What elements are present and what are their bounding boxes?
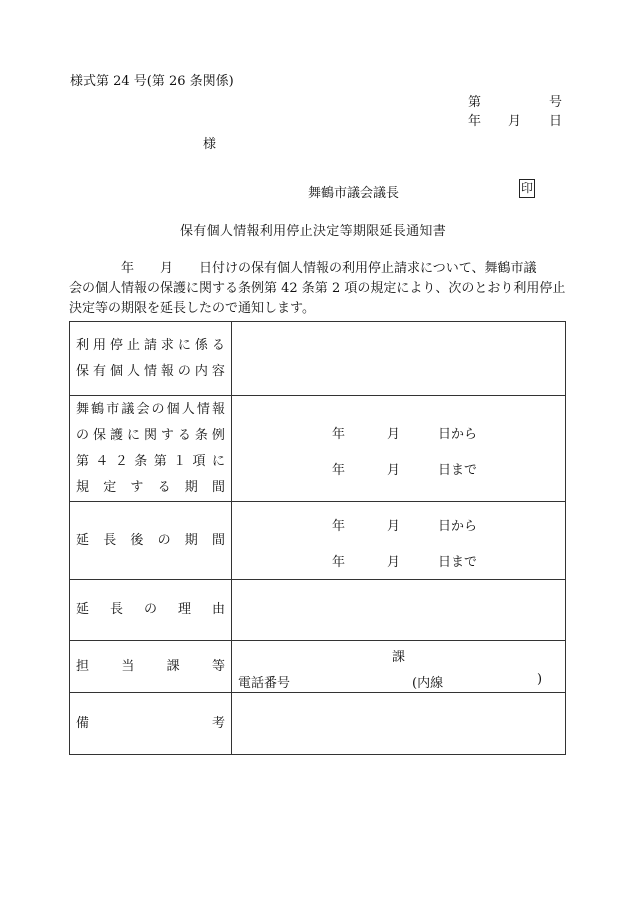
table-row <box>70 396 566 502</box>
label-char: 条 <box>194 427 208 443</box>
label-char: の <box>151 401 165 417</box>
label-char: 停 <box>109 337 123 353</box>
body-line: 会の個人情報の保護に関する条例第 42 条第 2 項の規定により、次のとおり利用停止 <box>69 281 566 296</box>
month-label: 月 <box>387 462 401 478</box>
label-char: 保 <box>92 427 106 443</box>
reason-value-cell[interactable] <box>232 580 566 641</box>
label-char: る <box>177 427 191 443</box>
extension-close: ) <box>537 671 543 687</box>
label-char: に <box>126 427 140 443</box>
label-char: の <box>143 602 157 617</box>
label-char: す <box>130 479 144 495</box>
month-label: 月 <box>387 426 401 442</box>
label-line <box>76 711 225 737</box>
label-char: 容 <box>211 363 225 379</box>
label-char: 後 <box>130 532 144 548</box>
day-to-label: 日まで <box>438 554 478 570</box>
label-char: 利 <box>76 337 90 353</box>
period-to-row <box>232 541 565 577</box>
label-char: す <box>160 427 174 443</box>
label-char: 保 <box>76 363 90 379</box>
body-paragraph <box>69 259 567 319</box>
label-char: 求 <box>160 337 174 353</box>
label-char: 報 <box>211 401 225 417</box>
extended-period-cell[interactable] <box>232 502 566 580</box>
year-label: 年 <box>332 518 346 534</box>
body-line: 年 月 日付けの保有個人情報の利用停止請求について、舞鶴市議 <box>69 261 537 276</box>
document-number-prefix: 第 <box>468 95 482 110</box>
label-char: 個 <box>109 363 123 379</box>
label-line <box>76 333 225 359</box>
seal-mark: 印 <box>519 179 535 198</box>
label-char: 由 <box>211 602 225 617</box>
table-row <box>70 502 566 580</box>
label-char: １ <box>173 453 187 469</box>
day-from-label: 日から <box>438 426 478 442</box>
year-label: 年 <box>332 426 346 442</box>
extended-period-label-cell <box>70 502 232 580</box>
label-line <box>76 397 225 423</box>
label-char: 情 <box>143 363 157 379</box>
month-label: 月 <box>387 518 401 534</box>
label-char: 情 <box>196 401 210 417</box>
label-line <box>76 654 225 680</box>
label-char: 報 <box>160 363 174 379</box>
remarks-label-cell <box>70 693 232 755</box>
date-month-label: 月 <box>508 114 522 129</box>
date-day-label: 日 <box>549 114 563 129</box>
label-char: 有 <box>92 363 106 379</box>
label-char: 護 <box>109 427 123 443</box>
label-char: ４ <box>95 453 109 469</box>
label-char: る <box>211 337 225 353</box>
department-label-cell <box>70 641 232 693</box>
ordinance-period-cell[interactable] <box>232 396 566 502</box>
label-char: 間 <box>211 479 225 495</box>
extension-table <box>69 321 566 755</box>
reason-label-cell <box>70 580 232 641</box>
label-char: 期 <box>184 532 198 548</box>
document-title: 保有個人情報利用停止決定等期限延長通知書 <box>180 224 447 239</box>
extension-open: (内線 <box>412 675 444 691</box>
content-label-cell <box>70 322 232 396</box>
month-label: 月 <box>387 554 401 570</box>
label-char: 長 <box>109 602 123 617</box>
label-char: 市 <box>106 401 120 417</box>
table-row <box>70 580 566 641</box>
label-char: 人 <box>126 363 140 379</box>
label-char: 規 <box>76 479 90 495</box>
label-char: の <box>76 427 90 443</box>
period-to-row <box>232 449 565 485</box>
label-line <box>76 597 225 623</box>
document-number-suffix: 号 <box>549 95 563 110</box>
label-char: 用 <box>92 337 106 353</box>
label-char: 間 <box>211 532 225 548</box>
label-char: 内 <box>194 363 208 379</box>
label-char: 理 <box>177 602 191 617</box>
label-char: 個 <box>166 401 180 417</box>
label-char: 関 <box>143 427 157 443</box>
label-char: 長 <box>103 532 117 548</box>
remarks-value-cell[interactable] <box>232 693 566 755</box>
body-line: 決定等の期限を延長したので通知します。 <box>69 301 315 316</box>
label-char: 当 <box>121 658 135 674</box>
period-from-row <box>232 413 565 449</box>
label-char: ２ <box>114 453 128 469</box>
label-char: る <box>157 479 171 495</box>
label-char: 止 <box>126 337 140 353</box>
label-char: 人 <box>181 401 195 417</box>
label-char: 舞 <box>76 401 90 417</box>
department-value-cell[interactable] <box>232 641 566 693</box>
table-row <box>70 641 566 693</box>
day-from-label: 日から <box>438 518 478 534</box>
label-char: 議 <box>121 401 135 417</box>
year-label: 年 <box>332 462 346 478</box>
department-suffix: 課 <box>391 649 405 665</box>
label-line <box>76 423 225 449</box>
label-char: 会 <box>136 401 150 417</box>
label-char: 条 <box>134 453 148 469</box>
label-char: 備 <box>76 715 90 731</box>
label-char: の <box>177 363 191 379</box>
label-char: 考 <box>211 715 225 731</box>
label-char: 鶴 <box>91 401 105 417</box>
label-line <box>76 528 225 554</box>
label-line <box>76 359 225 385</box>
label-char: 係 <box>194 337 208 353</box>
telephone-row <box>232 670 565 692</box>
addressee-honorific: 様 <box>203 137 217 152</box>
label-char: 例 <box>211 427 225 443</box>
year-label: 年 <box>332 554 346 570</box>
date-year-label: 年 <box>468 114 482 129</box>
label-char: に <box>211 453 225 469</box>
label-char: 担 <box>76 658 90 674</box>
label-char: 等 <box>211 658 225 674</box>
label-char: に <box>177 337 191 353</box>
label-char: 第 <box>76 453 90 469</box>
period-from-row <box>232 505 565 541</box>
content-value-cell[interactable] <box>232 322 566 396</box>
table-row <box>70 693 566 755</box>
telephone-label: 電話番号 <box>238 675 291 691</box>
label-line <box>76 449 225 475</box>
label-char: 課 <box>166 658 180 674</box>
label-char: 期 <box>184 479 198 495</box>
label-char: 項 <box>192 453 206 469</box>
label-line <box>76 475 225 501</box>
label-char: 定 <box>103 479 117 495</box>
day-to-label: 日まで <box>438 462 478 478</box>
label-char: 第 <box>153 453 167 469</box>
label-char: 請 <box>143 337 157 353</box>
table-row <box>70 322 566 396</box>
label-char: 延 <box>76 532 90 548</box>
form-number: 様式第 24 号(第 26 条関係) <box>70 74 234 89</box>
label-char: の <box>157 532 171 548</box>
issuer-name: 舞鶴市議会議長 <box>308 186 400 201</box>
ordinance-period-label-cell <box>70 396 232 502</box>
label-char: 延 <box>76 602 90 617</box>
